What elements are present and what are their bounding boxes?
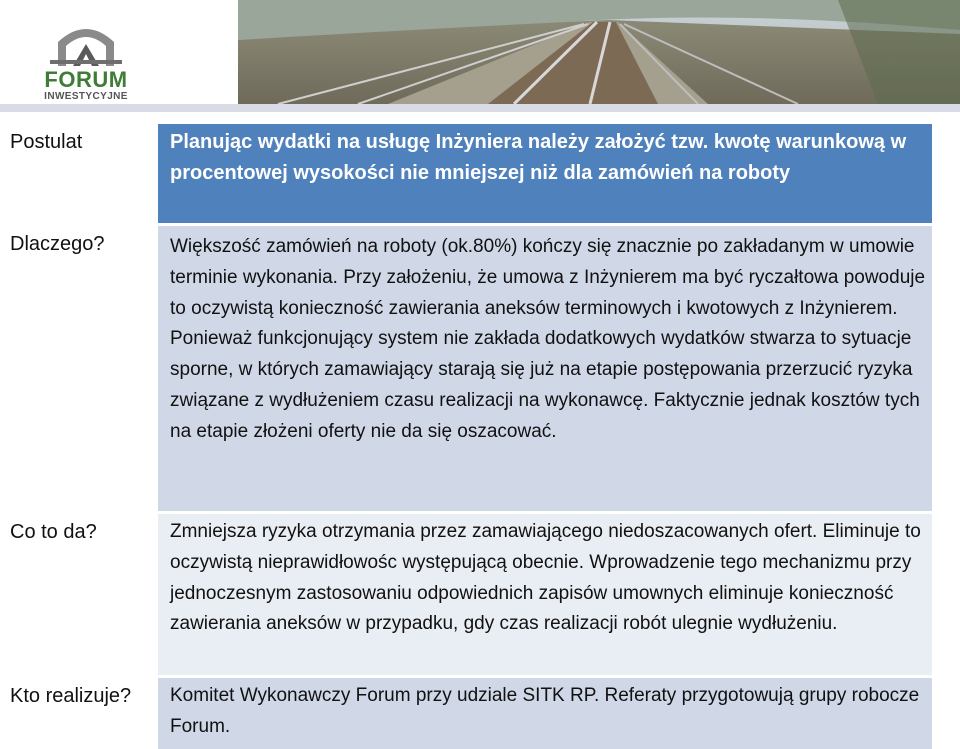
table-row	[158, 678, 932, 749]
row-label-dlaczego: Dlaczego?	[10, 233, 105, 255]
header	[0, 0, 960, 112]
row-label-postulat: Postulat	[10, 131, 83, 153]
header-band	[0, 104, 960, 112]
row-text-dlaczego: Większość zamówień na roboty (ok.80%) kończy się znacznie po zakładanym w umowie terminie wykonania. Przy założeniu, że umowa z Inżynierem ma być ryczałtowa powoduje to oczywistą konieczność zawierania aneksów terminowych i kwotowych z Inżynierem. Ponieważ funkcjonujący system nie zakłada dodatkowych wydatków stwarza to sytuacje sporne, w których zamawiający starają się już na etapie postępowania przerzucić ryzyka związane z wydłużeniem czasu realizacji na wykonawcę. Faktycznie jednak kosztów tych na etapie złożeni oferty nie da się oszacować.	[170, 236, 926, 442]
row-label-kto-realizuje: Kto realizuje?	[10, 685, 132, 707]
content-table	[158, 124, 932, 749]
railway-track-photo	[238, 0, 960, 104]
table-row	[158, 226, 932, 511]
logo-subtitle: INWESTYCYJNE	[44, 91, 128, 102]
row-text-kto-realizuje: Komitet Wykonawczy Forum przy udziale SITK RP. Referaty przygotowują grupy robocze Forum.	[170, 685, 920, 737]
row-label-co-to-da: Co to da?	[10, 521, 97, 543]
row-text-postulat: Planując wydatki na usługę Inżyniera należy założyć tzw. kwotę warunkową w procentowej wysokości nie mniejszej niż dla zamówień na roboty	[170, 131, 907, 184]
row-text-co-to-da: Zmniejsza ryzyka otrzymania przez zamawiającego niedoszacowanych ofert. Eliminuje to oczywistą nieprawidłowośc występującą obecnie. Wprowadzenie tego mechanizmu przy jednoczesnym zastosowaniu odpowiednich zapisów umownych eliminuje konieczność zawierania aneksów w przypadku, gdy czas realizacji robót ulegnie wydłużeniu.	[170, 521, 921, 635]
logo-wordmark: FORUM	[44, 67, 128, 92]
table-row	[158, 514, 932, 675]
table-row	[158, 124, 932, 223]
